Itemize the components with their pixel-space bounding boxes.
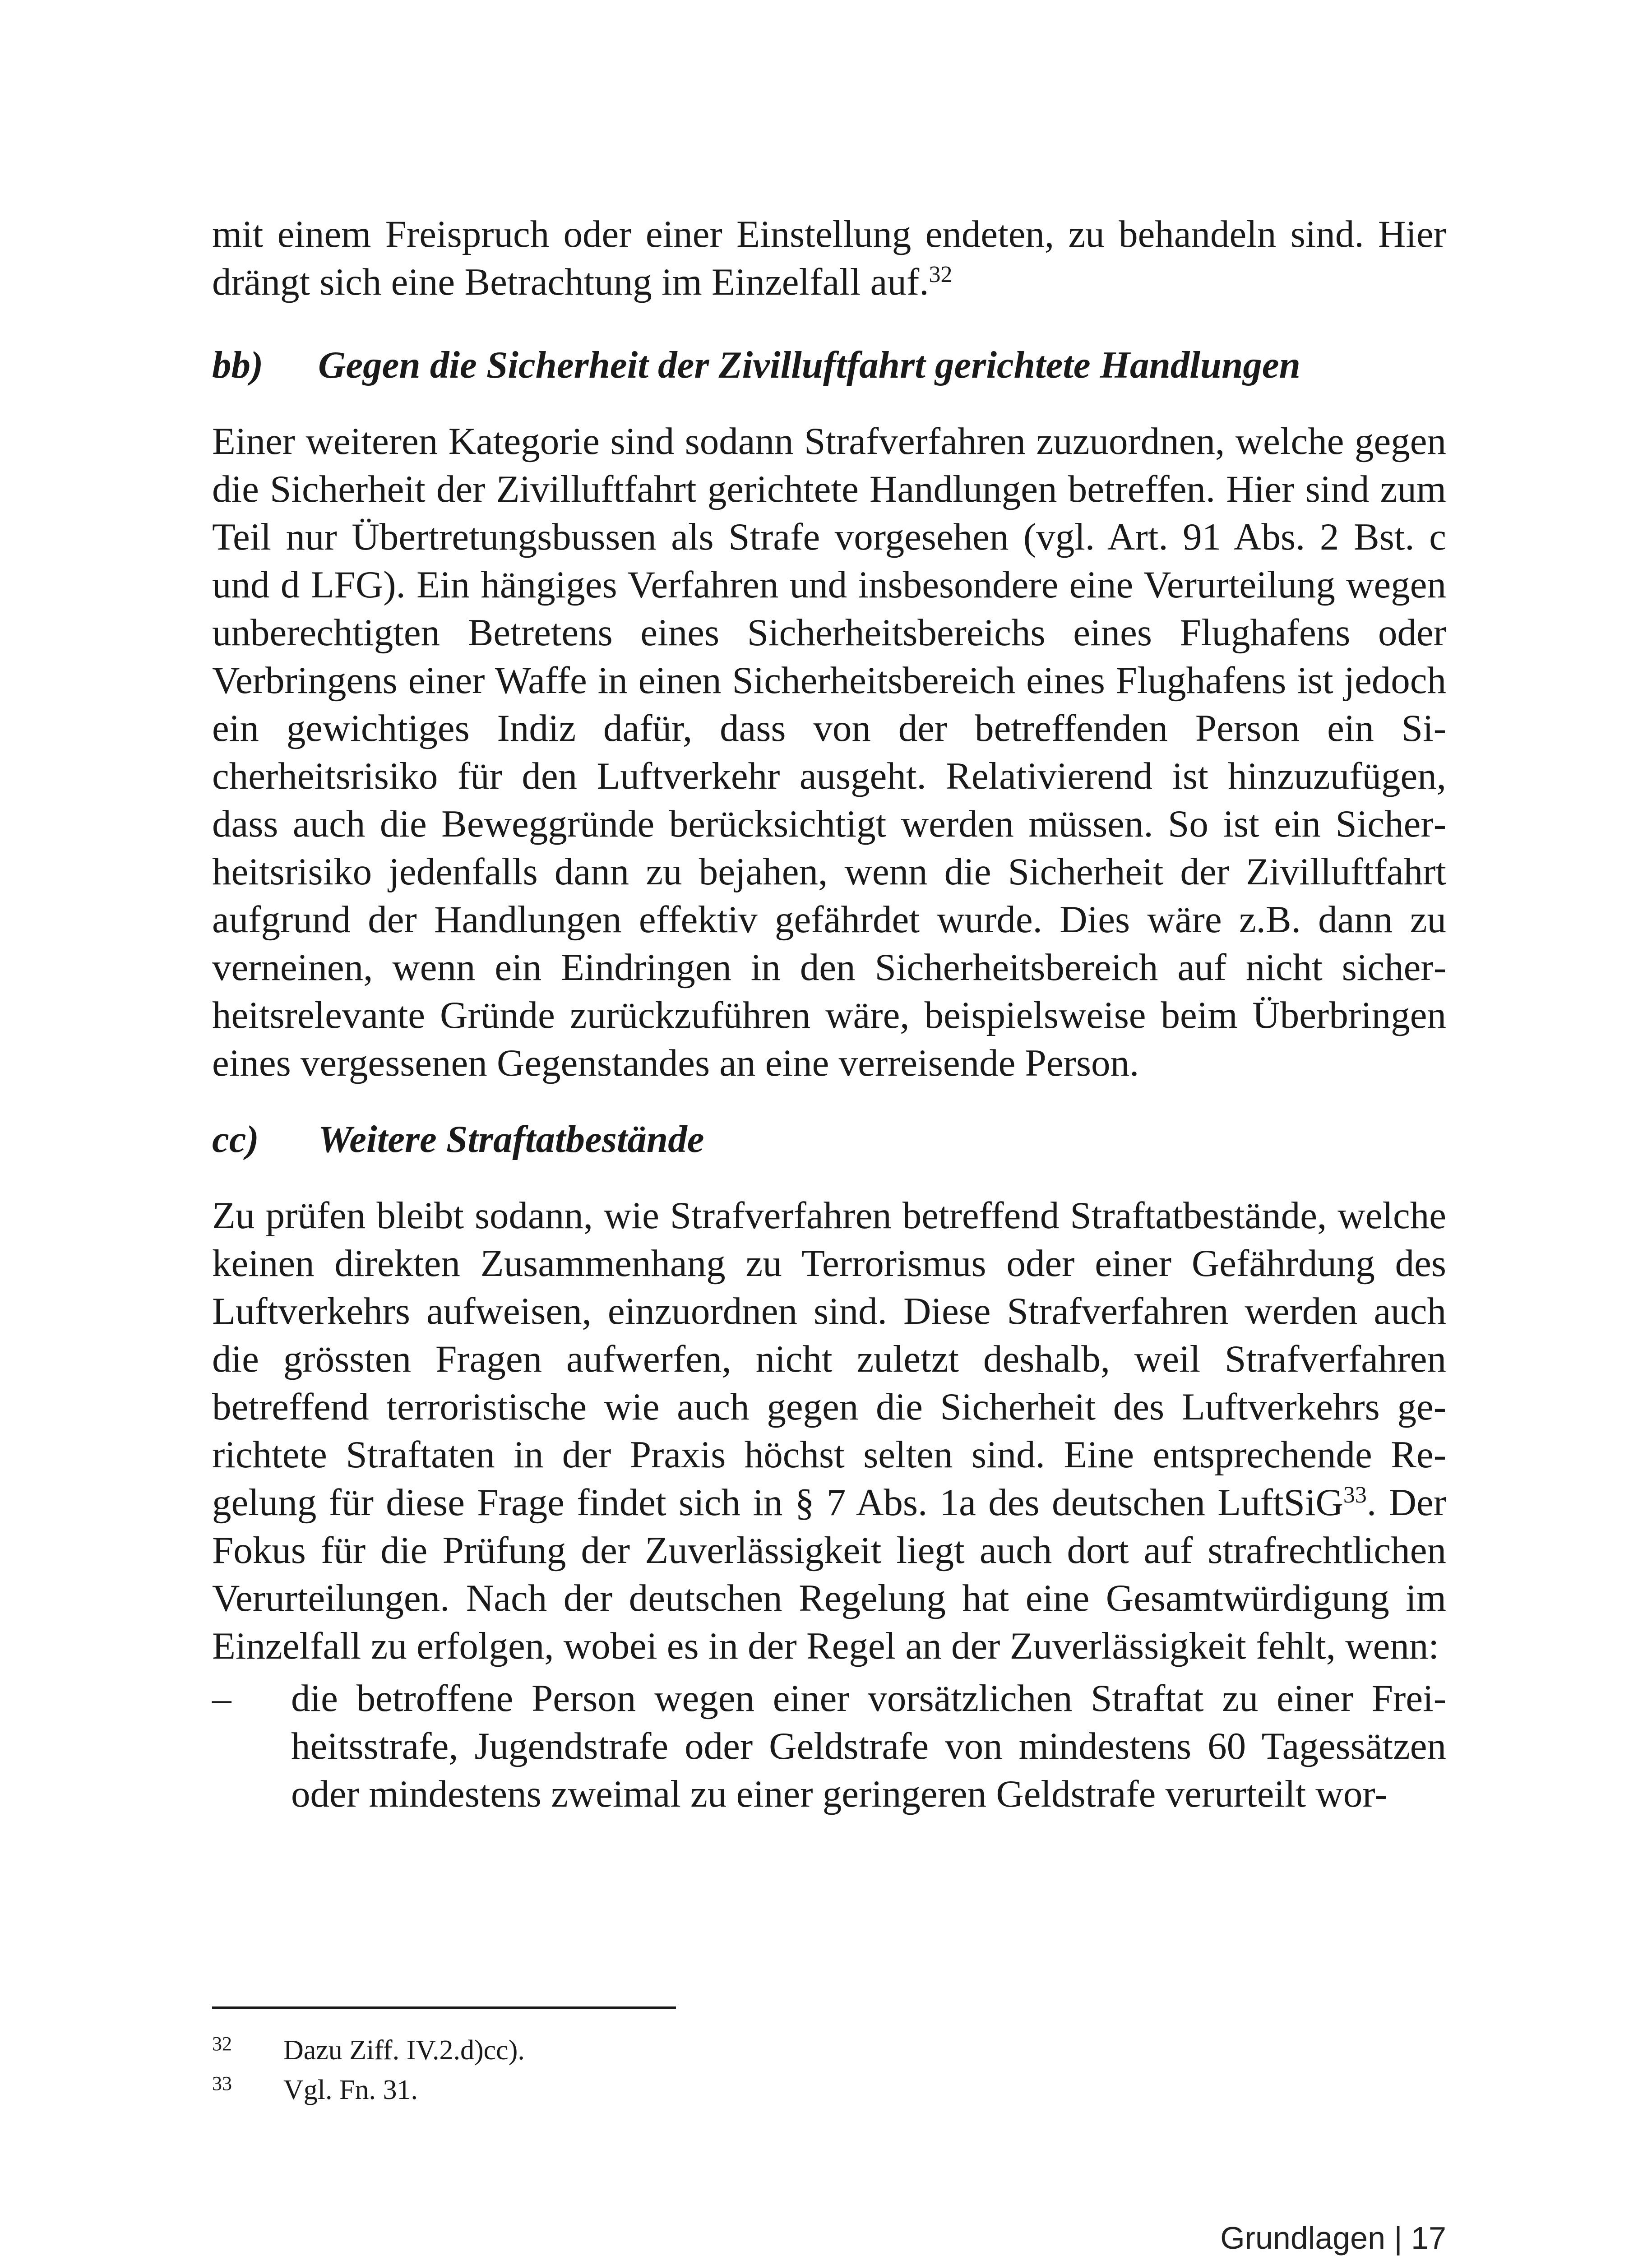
footnote-number: 33 bbox=[212, 2072, 232, 2094]
list-item bbox=[212, 1674, 1446, 1818]
footnote-ref-32[interactable]: 32 bbox=[929, 262, 953, 287]
section-cc-title: Weitere Straftatbestände bbox=[318, 1118, 704, 1160]
footnote-divider bbox=[212, 2006, 676, 2009]
dash-bullet: – bbox=[212, 1677, 231, 1720]
list-item-text: die betroffene Person wegen einer vorsätzlichen Straftat zu einer Freiheitsstrafe, Jugendstrafe oder Geldstrafe von mindestens 60 Tagessätzen oder mindestens zweimal zu einer geringeren Geldstrafe verurteilt wor- bbox=[291, 1677, 1446, 1815]
section-bb-paragraph: Einer weiteren Kategorie sind sodann Strafverfahren zuzuordnen, welche gegen die Sicherheit der Zivilluftfahrt gerichtete Handlungen betreffen. Hier sind zum Teil nur Übertretungsbussen als Strafe vorgesehen (vgl. Art. 91 Abs. 2 Bst. c und d LFG). Ein hängiges Verfahren und insbesondere eine Verurteilung wegen unberechtigten Betretens eines Sicherheitsbereichs eines Flughafens oder Verbringens einer Waffe in einen Sicherheitsbereich eines Flughafens ist jedoch ein gewichtiges Indiz dafür, dass von der betreffenden Person ein Sicherheitsrisiko für den Luftverkehr ausgeht. Relativierend ist hinzuzufügen, dass auch die Beweggründe berücksichtigt werden müssen. So ist ein Sicherheitsrisiko jedenfalls dann zu bejahen, wenn die Sicherheit der Zivilluftfahrt aufgrund der Handlungen effektiv gefährdet wurde. Dies wäre z.B. dann zu verneinen, wenn ein Eindringen in den Sicherheitsbereich auf nicht sicherheitsrelevante Gründe zurückzuführen wäre, beispielsweise beim Überbringen eines vergessenen Gegenstandes an eine verreisende Person. bbox=[212, 420, 1446, 1084]
intro-paragraph bbox=[212, 210, 1446, 306]
footnote-32 bbox=[212, 2030, 525, 2070]
section-cc-heading bbox=[212, 1115, 1446, 1163]
footnote-33 bbox=[212, 2070, 525, 2110]
intro-text: mit einem Freispruch oder einer Einstellung endeten, zu behandeln sind. Hier drängt sich eine Betrachtung im Einzelfall auf. bbox=[212, 213, 1446, 303]
section-cc-text-part2: . Der Fokus für die Prüfung der Zuverlässigkeit liegt auch dort auf strafrechtlichen Verurteilungen. Nach der deutschen Regelung hat eine Gesamtwürdigung im Einzelfall zu erfolgen, wobei es in der Regel an der Zuverlässigkeit fehlt, wenn: bbox=[212, 1481, 1447, 1667]
section-bb-heading bbox=[212, 341, 1446, 389]
footnotes bbox=[212, 2030, 525, 2110]
page-body bbox=[212, 210, 1446, 1818]
section-cc-text-part1: Zu prüfen bleibt sodann, wie Strafverfahren betreffend Straftatbestände, welche keinen direkten Zusammenhang zu Terrorismus oder einer Gefährdung des Luftverkehrs aufweisen, einzuordnen sind. Diese Strafverfahren werden auch die grössten Fragen aufwerfen, nicht zuletzt deshalb, weil Strafverfahren betreffend terroristische wie auch gegen die Sicherheit des Luftverkehrs gerichtete Straftaten in der Praxis höchst selten sind. Eine entsprechende Regelung für diese Frage findet sich in § 7 Abs. 1a des deutschen LuftSiG bbox=[212, 1194, 1446, 1524]
section-cc-number: cc) bbox=[212, 1118, 259, 1160]
page-footer: Grundlagen | 17 bbox=[1220, 2220, 1446, 2256]
section-cc-paragraph bbox=[212, 1192, 1446, 1670]
footnote-number: 32 bbox=[212, 2033, 232, 2055]
criteria-list bbox=[212, 1674, 1446, 1818]
section-bb-number: bb) bbox=[212, 344, 264, 386]
section-bb-title: Gegen die Sicherheit der Zivilluftfahrt gerichtete Handlungen bbox=[318, 344, 1300, 386]
footnote-ref-33[interactable]: 33 bbox=[1343, 1482, 1367, 1508]
footnote-text: Dazu Ziff. IV.2.d)cc). bbox=[283, 2035, 525, 2066]
footnote-text: Vgl. Fn. 31. bbox=[283, 2075, 418, 2105]
